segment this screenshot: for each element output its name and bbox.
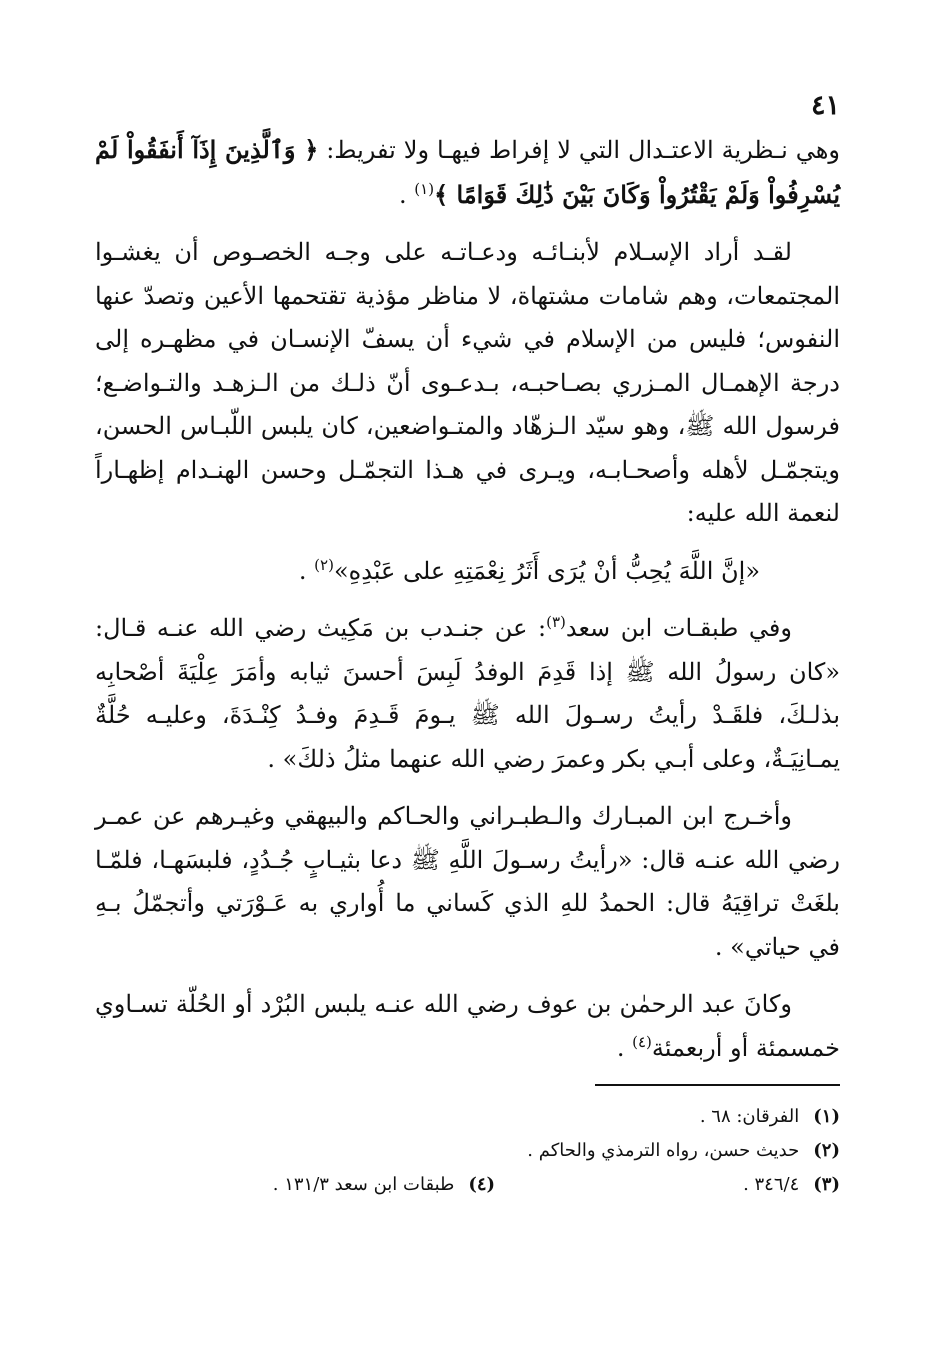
footnote-text: طبقات ابن سعد ١٣١/٣ . [272,1174,455,1195]
footnotes [95,1100,840,1202]
footnote-ref-1: (١) [414,179,435,198]
footnote-number: (٣) [813,1174,840,1195]
hadith-text: «إنَّ اللَّهَ يُحِبُّ أنْ يُرَى أَثَرُ نِعْمَتِهِ على عَبْدِهِ» [333,556,760,585]
footnote-1 [95,1100,840,1134]
abdulrahman-end: . [616,1033,633,1062]
footnote-ref-3: (٣) [546,613,566,631]
footnote-text: حديث حسن، رواه الترمذي والحاكم . [527,1140,800,1161]
footnote-number: (٢) [813,1140,840,1161]
footnote-3 [743,1168,840,1202]
book-page [95,88,840,1202]
quran-verse: ﴿ وَٱلَّذِينَ إِذَآ أَنفَقُواْ لَمْ يُسْرِفُواْ وَلَمْ يَقْتُرُواْ وَكَانَ بَيْنَ ذَٰلِكَ قَوَامًا ﴾ [95,135,840,209]
paragraph-ibn-saad [95,607,840,781]
footnote-separator [595,1084,840,1086]
paragraph-intro: وهي نـظرية الاعتـدال التي لا إفراط فيهـا ولا تفريط: [318,136,841,164]
paragraph-umar-narration: وأخـرج ابن المبـارك والـطبـراني والحـاكم والبيهقي وغيـرهم عن عمـر رضي الله عنـه قال: «رأيتُ رسـولَ اللَّهِ ﷺ دعا بثيـابٍ جُـدُدٍ، فلبسَهـا، فلمّـا بلغَتْ تراقِيَهُ قال: الحمدُ للهِ الذي كَساني ما أُواري به عَـوْرَتي وأتجمّلُ بـهِ في حياتي» . [95,802,840,961]
paragraph-islam-appearance: لقـد أراد الإسـلام لأبنـائـه ودعـاتـه على وجـه الخصـوص أن يغشـوا المجتمعات، وهم شامات مشتهاة، لا مناظر مؤذية تقتحمها الأعين وتصدّ عنها النفوس؛ فليس من الإسلام في شيء أن يسفّ الإنسـان في مظهـره إلى درجة الإهمـال المـزري بصـاحبـه، بـدعـوى أنّ ذلـك من الـزهـد والتـواضـع؛ فرسول الله ﷺ، وهو سيّد الـزهّاد والمتـواضعين، كان يلبس اللّبـاس الحسن، ويتجمّـل لأهله وأصحـابـه، ويـرى في هـذا التجمّـل وحسن الهنـدام إظهـاراً لنعمة الله عليه: [95,238,840,527]
footnote-number: (٤) [468,1174,496,1195]
hadith-quote [95,550,840,594]
footnote-4 [273,1168,495,1202]
paragraph-end: . [399,180,415,209]
abdulrahman-text: وكانَ عبد الرحمٰن بن عوف رضي الله عنـه يلبس البُرْد أو الحُلّة تسـاوي خمسمئة أو أربعمئة [95,990,840,1062]
footnote-row [95,1168,840,1202]
paragraph-abdulrahman [95,983,840,1070]
ibn-saad-intro: وفي طبقـات ابن سعد [565,614,792,642]
footnote-2 [95,1134,840,1168]
footnote-ref-2: (٢) [314,555,334,574]
footnote-text: الفرقان: ٦٨ . [699,1106,800,1127]
footnote-ref-4: (٤) [632,1032,652,1051]
ibn-saad-text: : عن جنـدب بن مَكِيث رضي الله عنـه قـال: «كان رسولُ الله ﷺ إذا قَدِمَ الوفدُ لَبِسَ أحسنَ ثيابه وأمَرَ عِلْيَةَ أصْحابِه بذلـكَ، فلقَـدْ رأيتُ رسـولَ الله ﷺ يـومَ قَـدِمَ وفـدُ كِنْـدَةَ، وعليـه حُلَّةٌ يمـانِيَـةٌ، وعلى أبـي بكر وعمرَ رضي الله عنهما مثلُ ذلكَ» . [95,614,840,773]
page-number: ٤١ [810,90,840,121]
hadith-end: . [298,556,315,585]
footnote-text: ٣٤٦/٤ . [743,1174,800,1195]
paragraph-moderation [95,128,840,217]
footnote-number: (١) [813,1106,840,1127]
